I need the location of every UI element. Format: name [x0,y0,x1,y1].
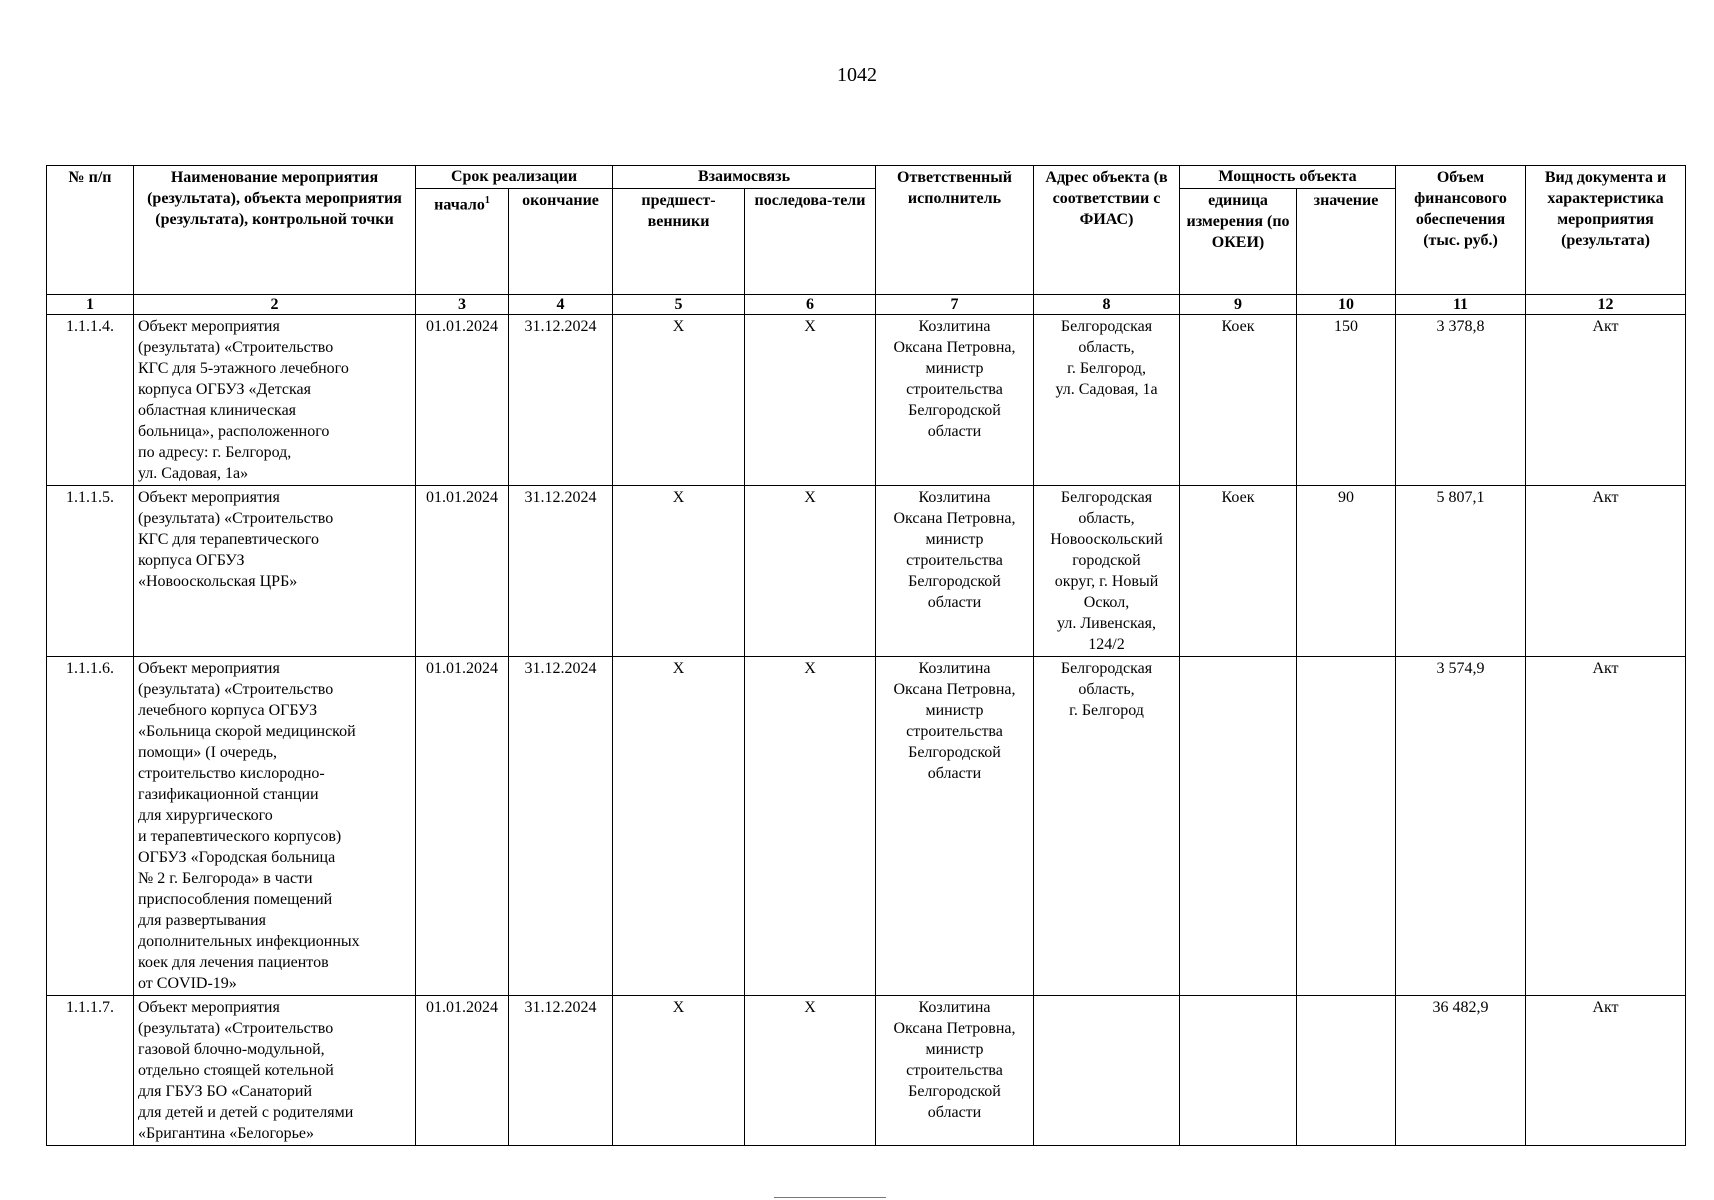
end-date: 31.12.2024 [509,996,613,1146]
text-line: ул. Садовая, 1а [1055,381,1158,398]
header-activity-name: Наименование мероприятия (результата), объекта мероприятия (результата), контрольной точки [134,166,416,295]
text-line: области [927,423,982,440]
text-line: (результата) «Строительство [138,339,334,356]
predecessors: X [613,486,745,657]
text-line: областная клиническая [138,402,297,419]
capacity-value: 150 [1297,315,1396,486]
start-date: 01.01.2024 [416,657,509,996]
column-number: 7 [876,295,1034,315]
column-number: 6 [745,295,876,315]
text-line: Оксана Петровна, [893,681,1016,698]
text-line: лечебного корпуса ОГБУЗ [138,702,318,719]
financing-volume: 36 482,9 [1396,996,1526,1146]
row-number: 1.1.1.4. [47,315,134,486]
financing-volume: 3 574,9 [1396,657,1526,996]
text-line: области [927,765,982,782]
capacity-value: 90 [1297,486,1396,657]
capacity-value [1297,657,1396,996]
text-line: КГС для 5-этажного лечебного [138,360,349,377]
end-date: 31.12.2024 [509,486,613,657]
text-line: Оксана Петровна, [893,339,1016,356]
activity-plan-table [46,165,1686,1146]
text-line: министр [925,531,984,548]
successors: X [745,657,876,996]
column-number: 1 [47,295,134,315]
text-line: области [927,594,982,611]
activity-name [134,996,416,1146]
column-number: 10 [1297,295,1396,315]
header-implementation-period: Срок реализации [416,166,613,189]
capacity-unit [1180,657,1297,996]
text-line: (результата) «Строительство [138,1020,334,1037]
header-financing-volume: Объем финансового обеспечения (тыс. руб.) [1396,166,1526,295]
document-type: Акт [1526,315,1686,486]
text-line: приспособления помещений [138,891,333,908]
text-line: Белгородская [1060,489,1153,506]
responsible-person [876,996,1034,1146]
text-line: Белгородская [1060,660,1153,677]
text-line: министр [925,1041,984,1058]
text-line: отдельно стоящей котельной [138,1062,334,1079]
text-line: Козлитина [918,489,991,506]
text-line: Объект мероприятия [138,489,280,506]
header-responsible: Ответственный исполнитель [876,166,1034,295]
document-type: Акт [1526,657,1686,996]
text-line: Оскол, [1083,594,1130,611]
table-row [47,486,1686,657]
text-line: Белгородской [908,744,1001,761]
row-number: 1.1.1.7. [47,996,134,1146]
end-date: 31.12.2024 [509,315,613,486]
row-number: 1.1.1.6. [47,657,134,996]
text-line: дополнительных инфекционных [138,933,360,950]
text-line: для ГБУЗ БО «Санаторий [138,1083,313,1100]
text-line: № 2 г. Белгорода» в части [138,870,313,887]
text-line: область, [1078,510,1135,527]
column-number: 3 [416,295,509,315]
column-number: 9 [1180,295,1297,315]
header-start-date [416,189,509,295]
predecessors: X [613,315,745,486]
start-date: 01.01.2024 [416,315,509,486]
text-line: округ, г. Новый [1054,573,1159,590]
text-line: строительства [906,723,1003,740]
predecessors: X [613,657,745,996]
responsible-person [876,315,1034,486]
text-line: по адресу: г. Белгород, [138,444,292,461]
object-address [1034,996,1180,1146]
end-date: 31.12.2024 [509,657,613,996]
text-line: помощи» (I очередь, [138,744,277,761]
start-label: начало [434,196,485,214]
header-end-date: окончание [509,189,613,295]
text-line: Белгородской [908,1083,1001,1100]
column-number-row [47,295,1686,315]
page-number: 1042 [837,64,877,86]
text-line: министр [925,702,984,719]
activity-name [134,486,416,657]
capacity-unit: Коек [1180,315,1297,486]
predecessors: X [613,996,745,1146]
text-line: для хирургического [138,807,273,824]
table-row [47,315,1686,486]
text-line: для детей и детей с родителями [138,1104,354,1121]
text-line: ул. Ливенская, [1057,615,1156,632]
text-line: и терапевтического корпусов) [138,828,342,845]
header-capacity-value: значение [1297,189,1396,295]
text-line: «Бригантина «Белогорье» [138,1125,315,1142]
header-number: № п/п [47,166,134,295]
financing-volume: 3 378,8 [1396,315,1526,486]
column-number: 8 [1034,295,1180,315]
activity-name [134,315,416,486]
text-line: Белгородской [908,402,1001,419]
text-line: Белгородской [908,573,1001,590]
text-line: область, [1078,339,1135,356]
text-line: Объект мероприятия [138,660,280,677]
text-line: ОГБУЗ «Городская больница [138,849,336,866]
header-relationship: Взаимосвязь [613,166,876,189]
text-line: КГС для терапевтического [138,531,319,548]
text-line: Объект мероприятия [138,999,280,1016]
text-line: коек для лечения пациентов [138,954,329,971]
capacity-unit: Коек [1180,486,1297,657]
table-row [47,657,1686,996]
footnote-mark: 1 [484,195,490,206]
successors: X [745,315,876,486]
text-line: Объект мероприятия [138,318,280,335]
text-line: области [927,1104,982,1121]
text-line: строительство кислородно- [138,765,325,782]
text-line: для развертывания [138,912,266,929]
text-line: корпуса ОГБУЗ «Детская [138,381,311,398]
table-header [47,166,1686,315]
header-object-address: Адрес объекта (в соответствии с ФИАС) [1034,166,1180,295]
text-line: Козлитина [918,660,991,677]
text-line: Новооскольский [1050,531,1163,548]
text-line: газовой блочно-модульной, [138,1041,325,1058]
text-line: Оксана Петровна, [893,1020,1016,1037]
start-date: 01.01.2024 [416,996,509,1146]
header-object-capacity: Мощность объекта [1180,166,1396,189]
text-line: ул. Садовая, 1а» [138,465,249,482]
text-line: министр [925,360,984,377]
text-line: от COVID-19» [138,975,237,992]
text-line: (результата) «Строительство [138,681,334,698]
header-predecessors: предшест-венники [613,189,745,295]
capacity-unit [1180,996,1297,1146]
text-line: строительства [906,1062,1003,1079]
successors: X [745,486,876,657]
column-number: 2 [134,295,416,315]
text-line: Козлитина [918,999,991,1016]
text-line: г. Белгород [1069,702,1144,719]
column-number: 11 [1396,295,1526,315]
document-type: Акт [1526,996,1686,1146]
activity-name [134,657,416,996]
text-line: г. Белгород, [1067,360,1146,377]
row-number: 1.1.1.5. [47,486,134,657]
column-number: 5 [613,295,745,315]
start-date: 01.01.2024 [416,486,509,657]
text-line: область, [1078,681,1135,698]
text-line: Белгородская [1060,318,1153,335]
text-line: корпуса ОГБУЗ [138,552,245,569]
responsible-person [876,657,1034,996]
successors: X [745,996,876,1146]
text-line: «Новооскольская ЦРБ» [138,573,298,590]
capacity-value [1297,996,1396,1146]
document-type: Акт [1526,486,1686,657]
financing-volume: 5 807,1 [1396,486,1526,657]
text-line: Козлитина [918,318,991,335]
text-line: строительства [906,381,1003,398]
responsible-person [876,486,1034,657]
column-number: 4 [509,295,613,315]
table-body [47,315,1686,1146]
column-number: 12 [1526,295,1686,315]
text-line: газификационной станции [138,786,319,803]
text-line: Оксана Петровна, [893,510,1016,527]
header-capacity-unit: единица измерения (по ОКЕИ) [1180,189,1297,295]
text-line: городской [1072,552,1141,569]
text-line: 124/2 [1088,636,1125,653]
text-line: строительства [906,552,1003,569]
text-line: «Больница скорой медицинской [138,723,356,740]
object-address [1034,315,1180,486]
object-address [1034,657,1180,996]
object-address [1034,486,1180,657]
header-successors: последова-тели [745,189,876,295]
text-line: (результата) «Строительство [138,510,334,527]
table-row [47,996,1686,1146]
header-document-type: Вид документа и характеристика мероприятия (результата) [1526,166,1686,295]
text-line: больница», расположенного [138,423,330,440]
scan-artifact-line [774,1197,886,1198]
